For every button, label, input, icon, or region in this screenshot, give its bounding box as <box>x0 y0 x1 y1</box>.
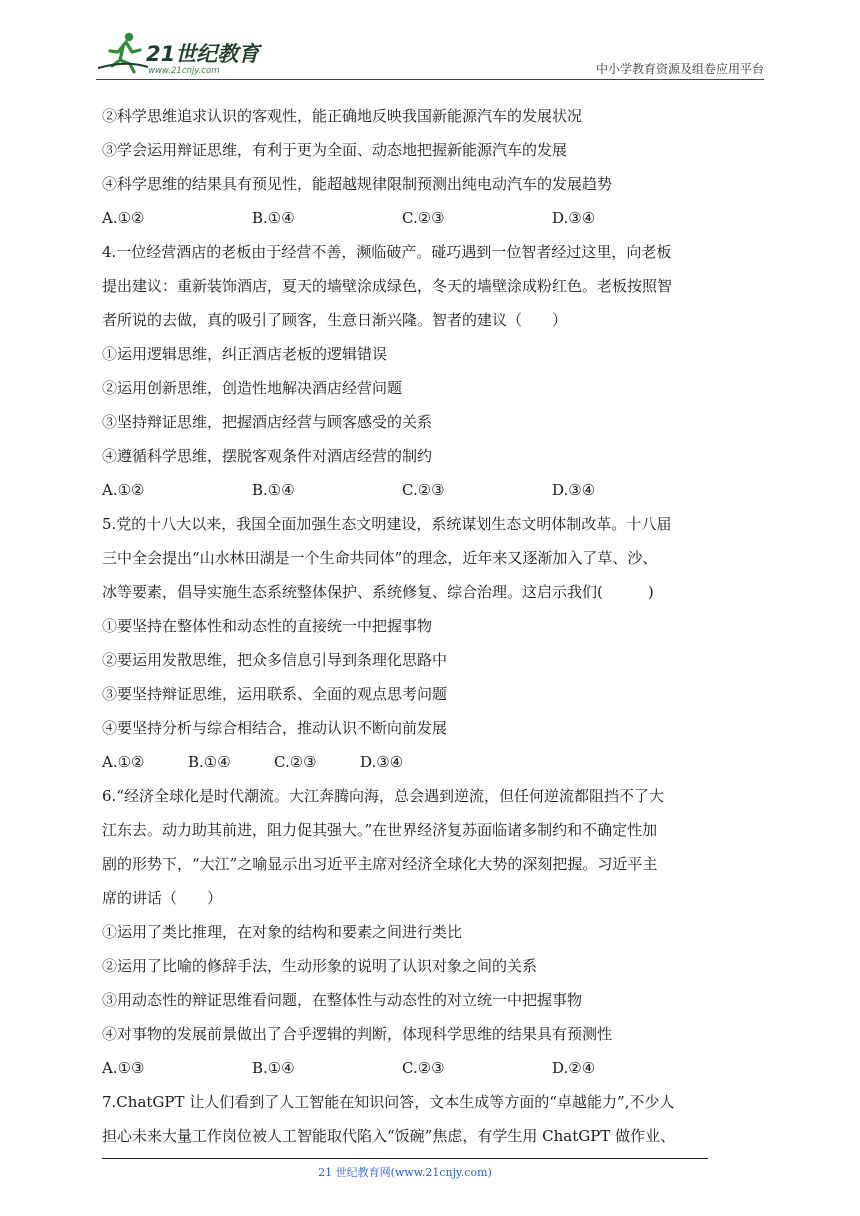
q4-options <box>102 473 766 507</box>
q3-option-c: C.②③ <box>402 209 445 227</box>
q5-statement-3: ③要坚持辩证思维，运用联系、全面的观点思考问题 <box>102 685 448 703</box>
q5-option-c: C.②③ <box>274 753 317 771</box>
q6-statement-2: ②运用了比喻的修辞手法，生动形象的说明了认识对象之间的关系 <box>102 957 538 975</box>
q7-stem-line-1: 7.ChatGPT 让人们看到了人工智能在知识问答，文本生成等方面的“卓越能力”,不少人 <box>102 1093 675 1111</box>
question-content <box>102 99 766 1153</box>
q4-stem-line-2: 提出建议：重新装饰酒店，夏天的墙壁涂成绿色，冬天的墙壁涂成粉红色。老板按照智 <box>102 277 673 295</box>
header-divider <box>96 79 764 80</box>
q4-stem-line-1: 4.一位经营酒店的老板由于经营不善，濒临破产。碰巧遇到一位智者经过这里，向老板 <box>102 243 672 261</box>
q5-stem-line-3: 冰等要素，倡导实施生态系统整体保护、系统修复、综合治理。这启示我们( ) <box>102 583 654 601</box>
q6-stem-line-4: 席的讲话（ ） <box>102 889 223 907</box>
q4-statement-4: ④遵循科学思维，摆脱客观条件对酒店经营的制约 <box>102 447 433 465</box>
q5-stem-line-2: 三中全会提出“山水林田湖是一个生命共同体”的理念，近年来又逐渐加入了草、沙、 <box>102 549 658 567</box>
q5-statement-1: ①要坚持在整体性和动态性的直接统一中把握事物 <box>102 617 433 635</box>
q4-option-a: A.①② <box>102 481 145 499</box>
q4-option-d: D.③④ <box>552 481 596 499</box>
q6-options <box>102 1051 766 1085</box>
q3-option-d: D.③④ <box>552 209 596 227</box>
page-header <box>96 30 764 78</box>
q3-option-b: B.①④ <box>252 209 295 227</box>
q5-option-b: B.①④ <box>188 753 231 771</box>
q4-statement-1: ①运用逻辑思维，纠正酒店老板的逻辑错误 <box>102 345 388 363</box>
q5-statement-2: ②要运用发散思维，把众多信息引导到条理化思路中 <box>102 651 448 669</box>
q7-stem-line-2: 担心未来大量工作岗位被人工智能取代陷入“饭碗”焦虑，有学生用 ChatGPT 做作业、 <box>102 1127 676 1145</box>
q6-option-b: B.①④ <box>252 1059 295 1077</box>
q6-stem-line-2: 江东去。动力助其前进，阻力促其强大。”在世界经济复苏面临诸多制约和不确定性加 <box>102 821 658 839</box>
footer-divider <box>102 1158 708 1159</box>
footer-site-link[interactable]: 21 世纪教育网(www.21cnjy.com) <box>318 1166 492 1179</box>
q6-option-d: D.②④ <box>552 1059 596 1077</box>
q5-option-d: D.③④ <box>360 753 404 771</box>
q3-option-a: A.①② <box>102 209 145 227</box>
q4-stem-line-3: 者所说的去做，真的吸引了顾客，生意日渐兴隆。智者的建议（ ） <box>102 311 568 329</box>
q5-statement-4: ④要坚持分析与综合相结合，推动认识不断向前发展 <box>102 719 448 737</box>
q6-option-a: A.①③ <box>102 1059 145 1077</box>
q5-option-a: A.①② <box>102 753 145 771</box>
q3-statement-3: ③学会运用辩证思维，有利于更为全面、动态地把握新能源汽车的发展 <box>102 141 568 159</box>
q6-option-c: C.②③ <box>402 1059 445 1077</box>
q4-statement-2: ②运用创新思维，创造性地解决酒店经营问题 <box>102 379 403 397</box>
q6-stem-line-1: 6.“经济全球化是时代潮流。大江奔腾向海，总会遇到逆流，但任何逆流都阻挡不了大 <box>102 787 664 805</box>
q6-stem-line-3: 剧的形势下，“大江”之喻显示出习近平主席对经济全球化大势的深刻把握。习近平主 <box>102 855 658 873</box>
q6-statement-3: ③用动态性的辩证思维看问题，在整体性与动态性的对立统一中把握事物 <box>102 991 583 1009</box>
q4-statement-3: ③坚持辩证思维，把握酒店经营与顾客感受的关系 <box>102 413 433 431</box>
q5-stem-line-1: 5.党的十八大以来，我国全面加强生态文明建设，系统谋划生态文明体制改革。十八届 <box>102 515 672 533</box>
platform-name: 中小学教育资源及组卷应用平台 <box>595 62 764 76</box>
q3-statement-4: ④科学思维的结果具有预见性，能超越规律限制预测出纯电动汽车的发展趋势 <box>102 175 613 193</box>
runner-icon <box>98 33 148 72</box>
q6-statement-1: ①运用了类比推理，在对象的结构和要素之间进行类比 <box>102 923 463 941</box>
q3-statement-2: ②科学思维追求认识的客观性，能正确地反映我国新能源汽车的发展状况 <box>102 107 583 125</box>
q6-statement-4: ④对事物的发展前景做出了合乎逻辑的判断，体现科学思维的结果具有预测性 <box>102 1025 613 1043</box>
q5-options <box>102 745 766 779</box>
q3-options <box>102 201 766 235</box>
q4-option-b: B.①④ <box>252 481 295 499</box>
logo-url: www.21cnjy.com <box>148 66 220 76</box>
site-logo <box>96 30 266 76</box>
q4-option-c: C.②③ <box>402 481 445 499</box>
logo-text: 21世纪教育 <box>146 42 260 66</box>
